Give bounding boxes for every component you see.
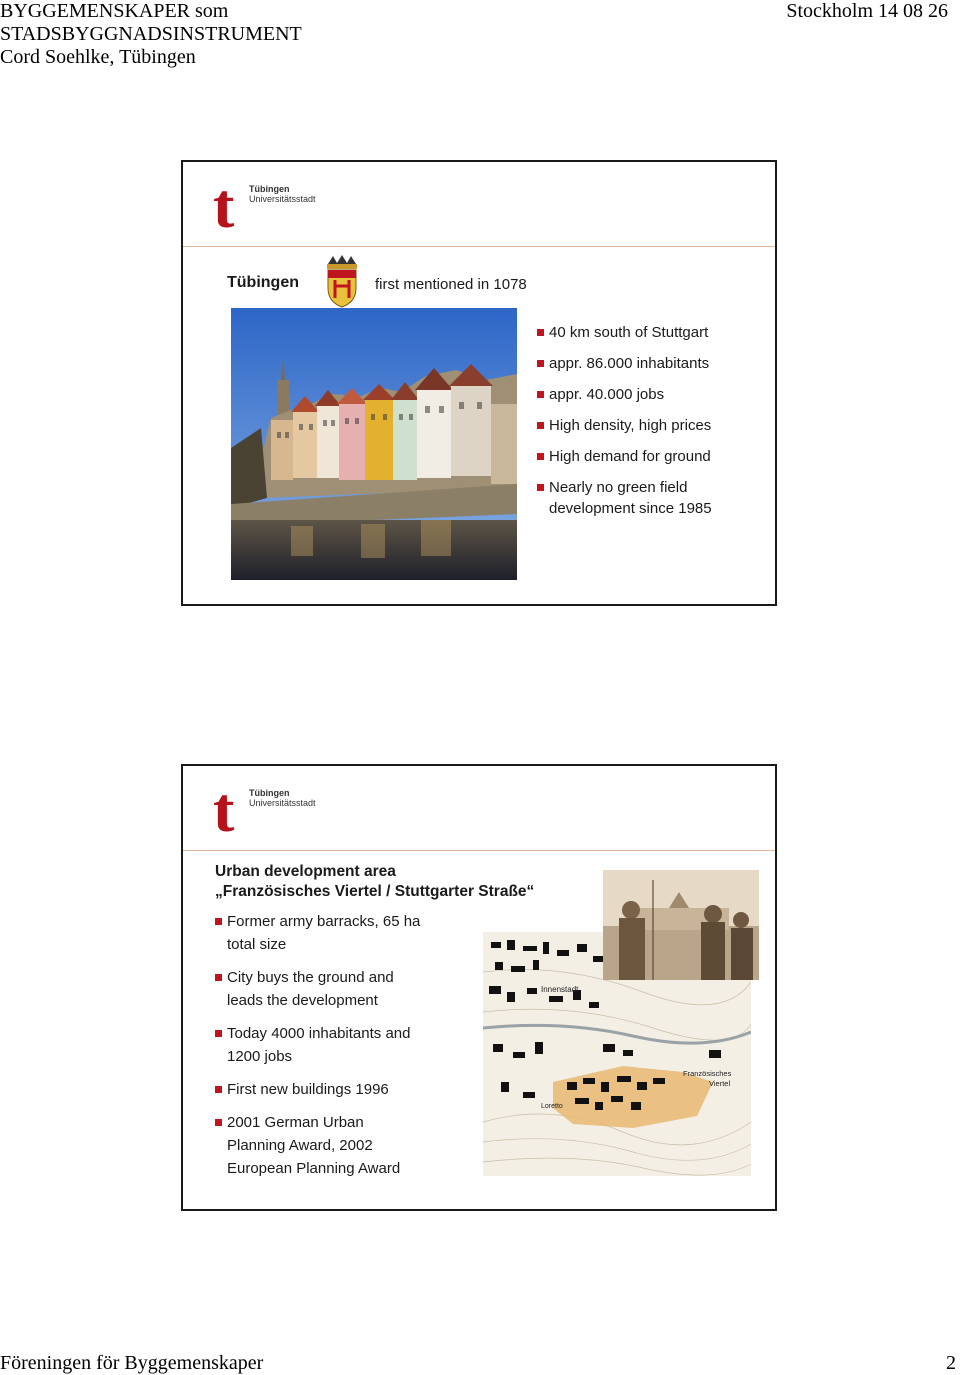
slide-subtitle: first mentioned in 1078 [375, 276, 527, 293]
slide-title [215, 862, 534, 902]
logo-subtitle: Universitätsstadt [249, 194, 316, 204]
header-date: Stockholm 14 08 26 [786, 0, 948, 22]
development-list [215, 910, 425, 1190]
page-header [0, 0, 302, 69]
slide-title-line2: „Französisches Viertel / Stuttgarter Straße“ [215, 883, 535, 900]
logo-subtitle: Universitätsstadt [249, 798, 316, 808]
map-label-viertel-line1: Französisches [683, 1069, 732, 1078]
logo-city: Tübingen [249, 184, 290, 194]
list-item: City buys the ground and leads the development [215, 966, 425, 1012]
old-town-photo [231, 308, 517, 580]
facts-list [537, 322, 767, 529]
slide-separator [183, 850, 775, 851]
tuebingen-logo [213, 774, 316, 845]
list-item: 40 km south of Stuttgart [537, 322, 767, 343]
list-item: Nearly no green field development since 1985 [537, 477, 767, 519]
list-item: appr. 86.000 inhabitants [537, 353, 767, 374]
list-item: appr. 40.000 jobs [537, 384, 767, 405]
logo-t-icon: t [213, 170, 235, 241]
coat-of-arms-icon [323, 254, 361, 308]
header-title-line1: BYGGEMENSKAPER som [0, 0, 229, 22]
header-title-line2: STADSBYGGNADSINSTRUMENT [0, 23, 302, 45]
historic-soldiers-photo [603, 870, 759, 980]
list-item: High demand for ground [537, 446, 767, 467]
slide-separator [183, 246, 775, 247]
page-number: 2 [946, 1352, 956, 1374]
footer-organization: Föreningen för Byggemenskaper [0, 1352, 264, 1374]
tuebingen-logo [213, 170, 316, 241]
map-label-viertel-line2: Viertel [709, 1079, 731, 1088]
slide-urban-development [181, 764, 777, 1211]
list-item: Former army barracks, 65 ha total size [215, 910, 425, 956]
slide-title: Tübingen [227, 274, 299, 291]
slide-title-line1: Urban development area [215, 863, 396, 880]
logo-city: Tübingen [249, 788, 290, 798]
list-item: Today 4000 inhabitants and 1200 jobs [215, 1022, 425, 1068]
list-item: High density, high prices [537, 415, 767, 436]
logo-t-icon: t [213, 774, 235, 845]
list-item: First new buildings 1996 [215, 1078, 425, 1101]
slide-tuebingen [181, 160, 777, 606]
map-label-innenstadt: Innenstadt [541, 985, 579, 994]
map-label-loretto: Loretto [541, 1103, 563, 1110]
list-item: 2001 German Urban Planning Award, 2002 European Planning Award [215, 1111, 425, 1180]
header-author: Cord Soehlke, Tübingen [0, 46, 196, 68]
